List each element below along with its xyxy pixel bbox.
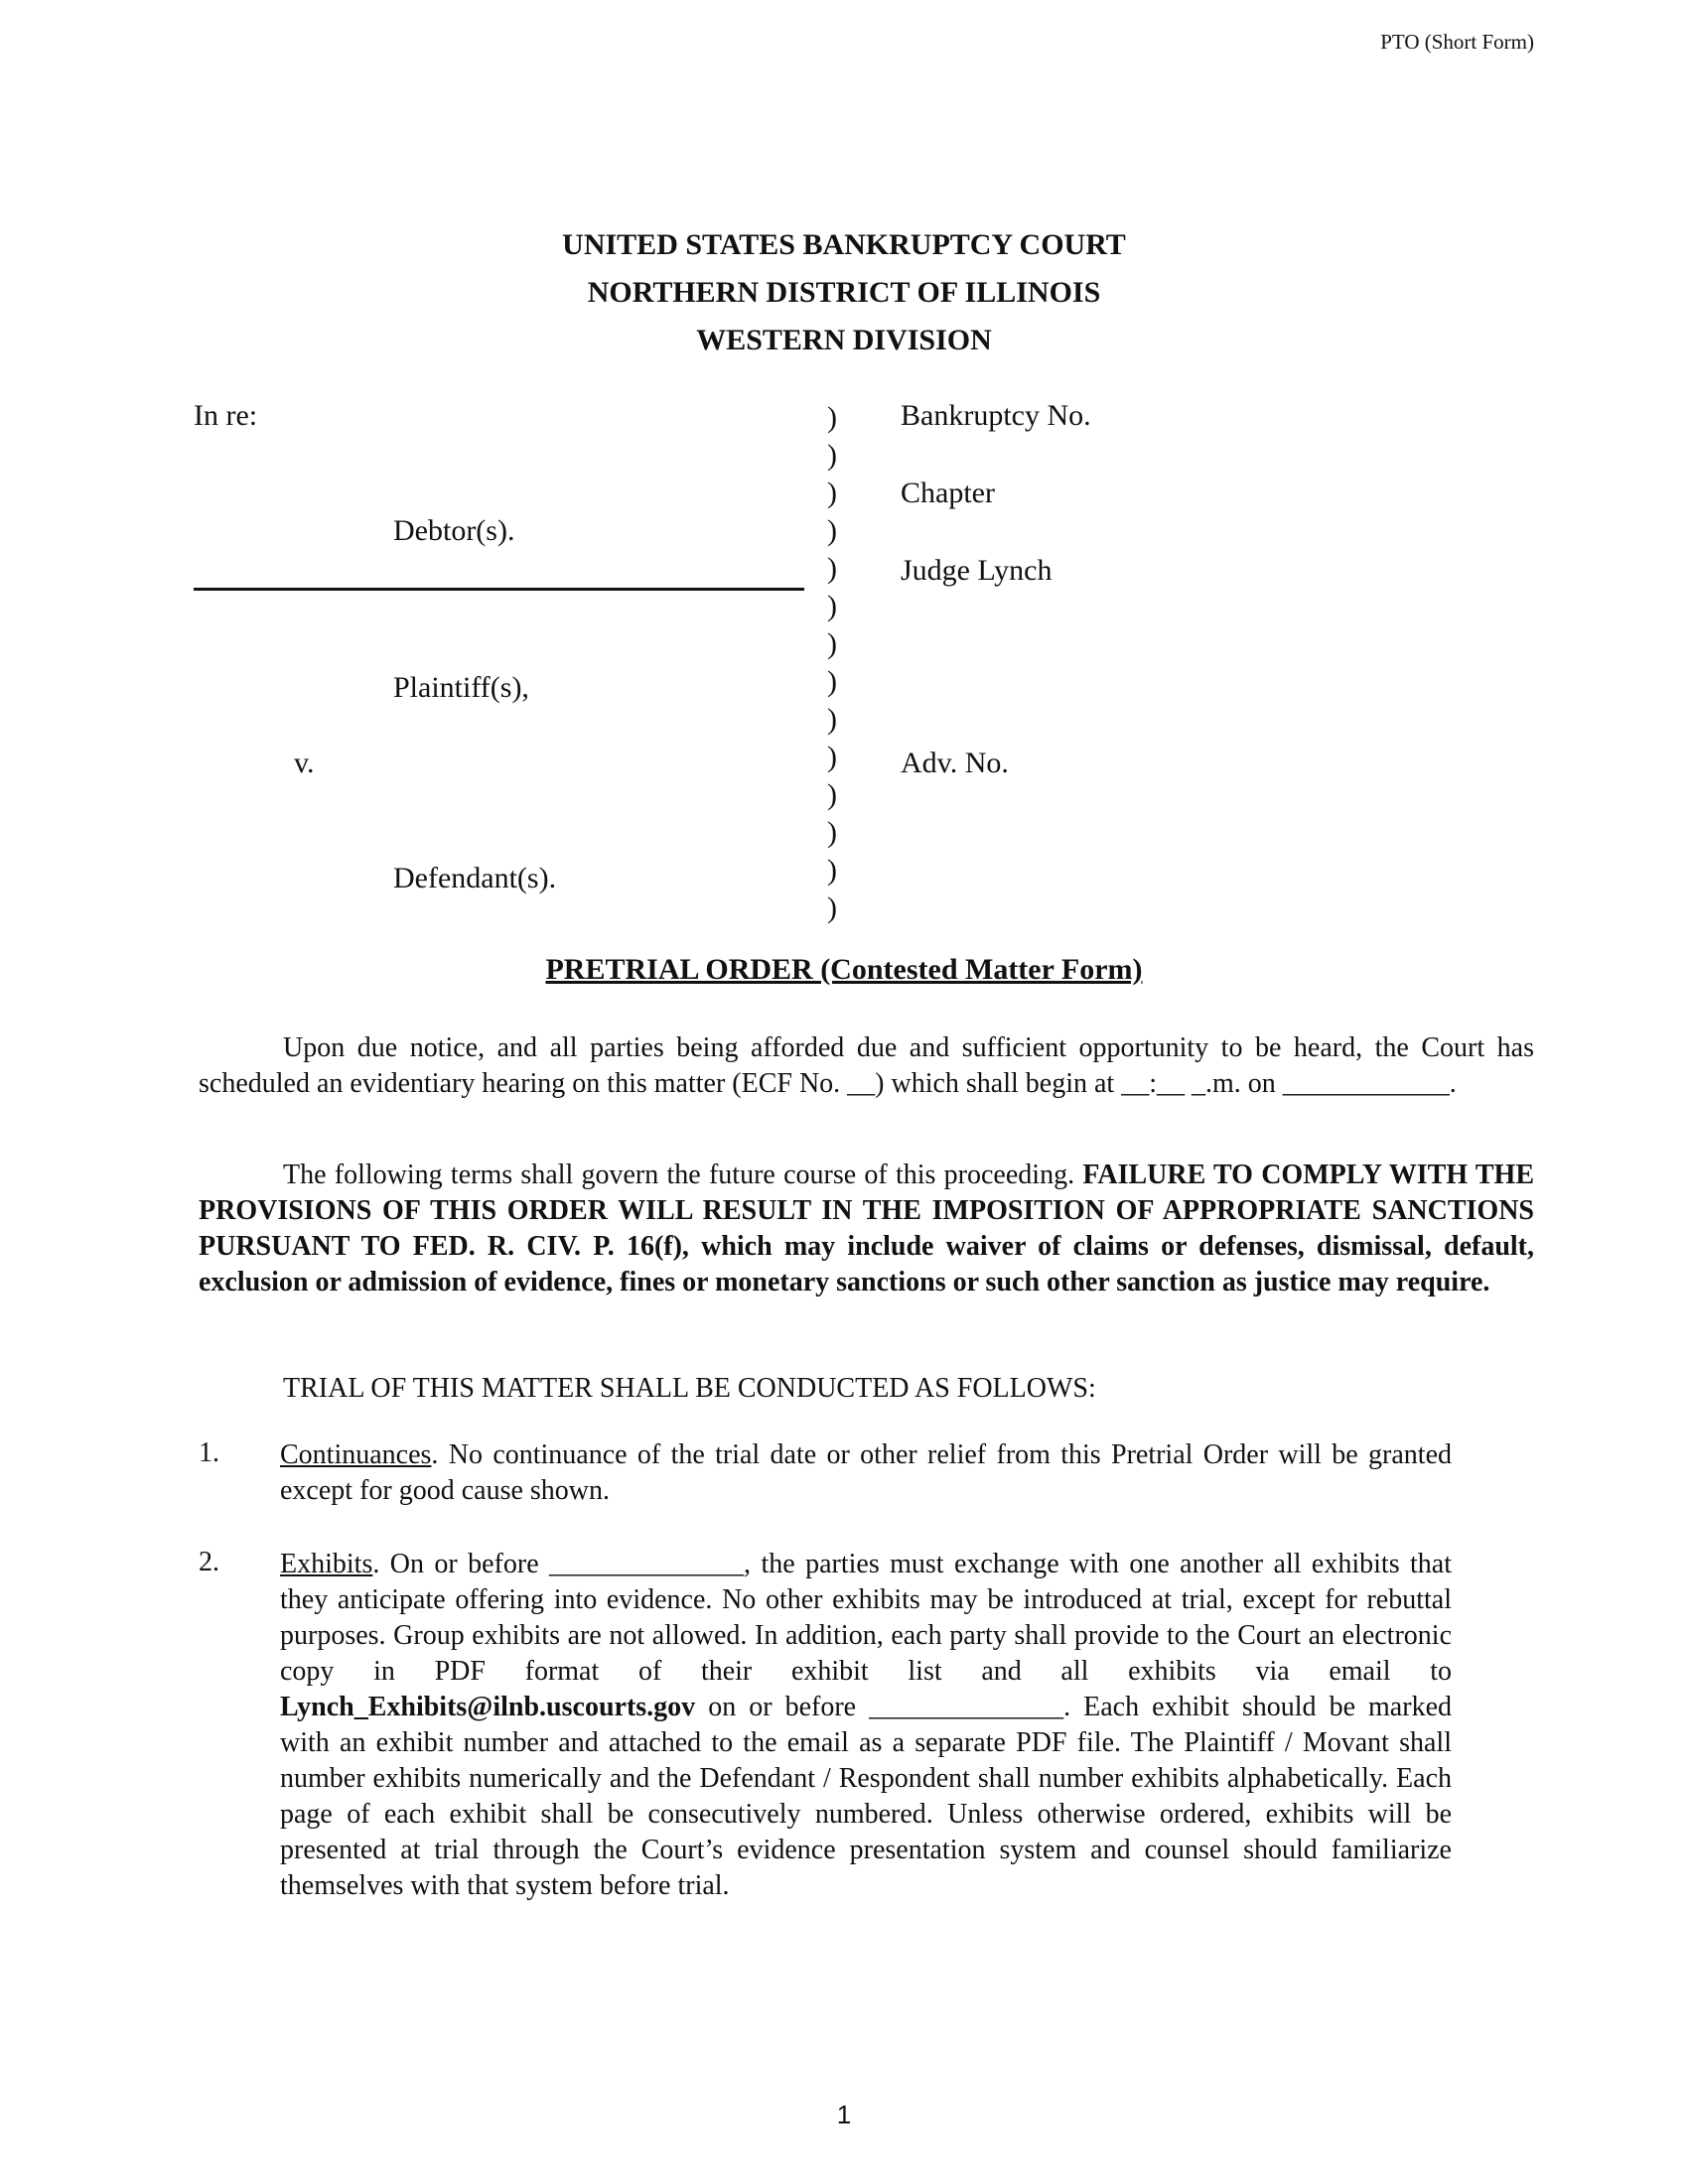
terms-warning: FAILURE TO COMPLY WITH THE PROVISIONS OF THIS ORDER WILL RESULT IN THE IMPOSITION OF APPROPRIATE SANCTIONS PURSUANT TO FED. R. CIV. P. 16(f), which may include waiver of claims or defenses, dismissal, default, exclusion or admission of evidence, fines or monetary sanctions or such other sanction as justice may require. — [199, 1160, 1535, 1297]
page-number: 1 — [836, 2100, 852, 2129]
item-number: 2. — [199, 1547, 219, 1577]
caption-paren: ) — [827, 816, 837, 849]
chapter-label: Chapter — [901, 477, 995, 509]
caption-paren: ) — [827, 778, 837, 811]
court-name: UNITED STATES BANKRUPTCY COURT — [562, 228, 1126, 261]
caption-paren: ) — [827, 891, 837, 924]
terms-paragraph — [199, 1158, 1534, 1300]
caption-paren: ) — [827, 552, 837, 585]
judge-label: Judge Lynch — [901, 554, 1053, 587]
exhibits-item — [280, 1547, 1452, 1904]
exhibits-text-b: on or before ______________. Each exhibit should be marked with an exhibit number and attached to the email as a separate PDF file. The Plaintiff / Movant shall number exhibits numerically and the Defendant / Respondent shall number exhibits alphabetically. Each page of each exhibit shall be consecutively numbered. Unless otherwise ordered, exhibits will be presented at trial through the Court’s evidence presentation system and counsel should familiarize themselves with that system before trial. — [280, 1692, 1452, 1901]
caption-paren: ) — [827, 741, 837, 773]
caption-paren: ) — [827, 401, 837, 434]
continuances-heading: Continuances — [280, 1439, 432, 1470]
item-number: 1. — [199, 1437, 219, 1468]
caption-paren: ) — [827, 665, 837, 698]
continuances-text: . No continuance of the trial date or other relief from this Pretrial Order will be granted except for good cause shown. — [280, 1439, 1452, 1506]
terms-lead: The following terms shall govern the future course of this proceeding. — [283, 1160, 1083, 1190]
trial-heading: TRIAL OF THIS MATTER SHALL BE CONDUCTED AS FOLLOWS: — [283, 1373, 1096, 1404]
caption-paren: ) — [827, 477, 837, 509]
continuances-item — [280, 1437, 1452, 1509]
order-title: PRETRIAL ORDER (Contested Matter Form) — [545, 953, 1143, 986]
caption-paren: ) — [827, 627, 837, 660]
form-id-label: PTO (Short Form) — [1380, 30, 1534, 54]
exhibits-text-a: . On or before ______________, the parties must exchange with one another all exhibits that they anticipate offering into evidence. No other exhibits may be introduced at trial, except for rebuttal purposes. Group exhibits are not allowed. In addition, each party shall provide to the Court an electronic copy in PDF format of their exhibit list and all exhibits via email to — [280, 1549, 1452, 1687]
in-re-label: In re: — [194, 399, 258, 432]
court-district: NORTHERN DISTRICT OF ILLINOIS — [587, 276, 1101, 309]
caption-paren: ) — [827, 439, 837, 472]
exhibits-heading: Exhibits — [280, 1549, 373, 1579]
intro-paragraph: Upon due notice, and all parties being afforded due and sufficient opportunity to be heard, the Court has scheduled an evidentiary hearing on this matter (ECF No. __) which shall begin at __:__ _.m. on ____________. — [199, 1032, 1534, 1099]
caption-paren: ) — [827, 703, 837, 736]
bankruptcy-no-label: Bankruptcy No. — [901, 399, 1091, 432]
adv-no-label: Adv. No. — [901, 747, 1009, 779]
exhibits-email: Lynch_Exhibits@ilnb.uscourts.gov — [280, 1692, 696, 1722]
court-division: WESTERN DIVISION — [696, 324, 992, 356]
versus-label: v. — [294, 747, 315, 779]
defendant-label: Defendant(s). — [393, 862, 557, 894]
caption-paren: ) — [827, 514, 837, 547]
caption-rule — [194, 588, 804, 591]
debtor-label: Debtor(s). — [393, 514, 515, 547]
plaintiff-label: Plaintiff(s), — [393, 671, 529, 704]
caption-paren: ) — [827, 590, 837, 622]
caption-paren: ) — [827, 854, 837, 887]
